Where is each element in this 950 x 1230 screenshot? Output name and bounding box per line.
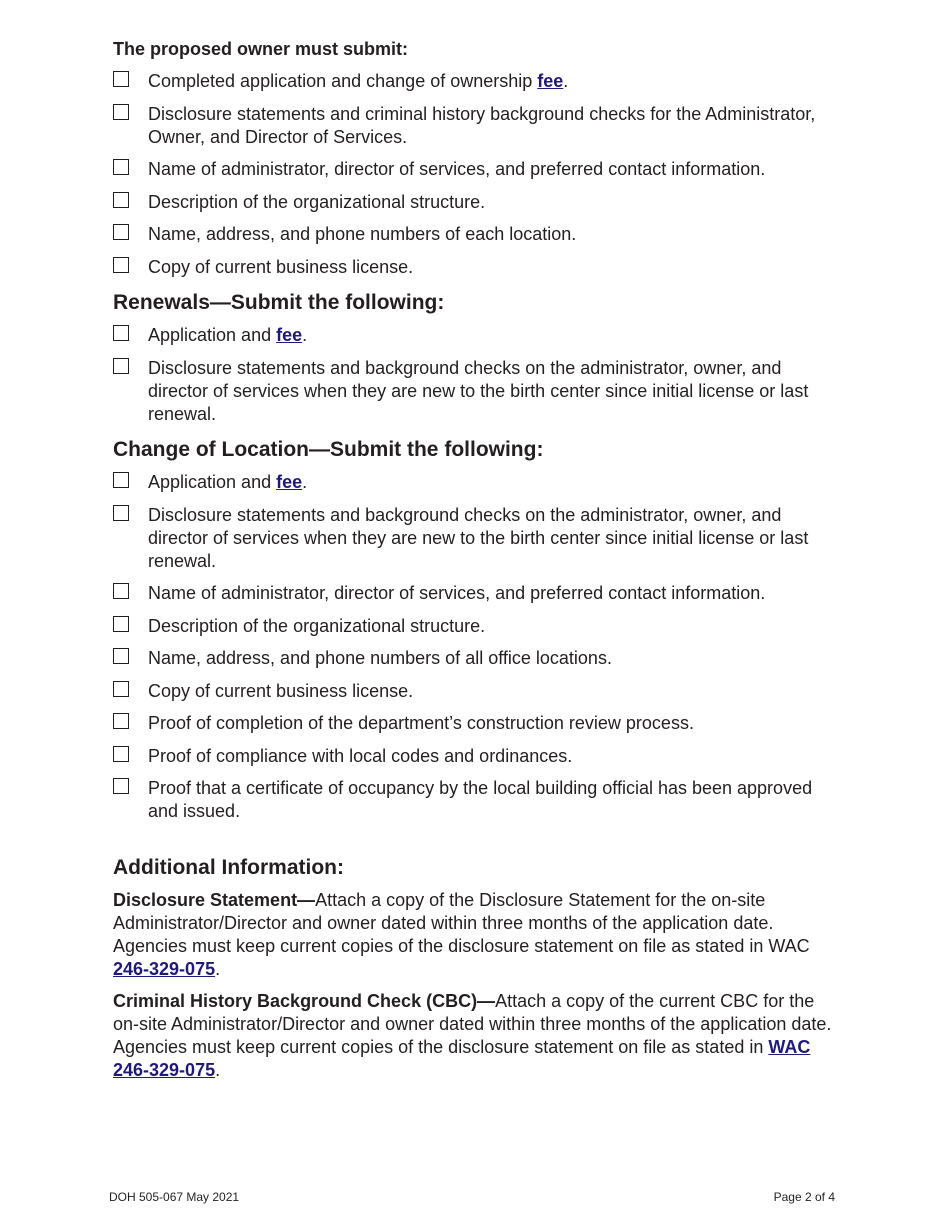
checklist-item-label: Name, address, and phone numbers of all office locations.: [148, 648, 612, 668]
checklist-item: [113, 256, 843, 279]
checklist-item-text: [148, 158, 843, 181]
footer-document-id: DOH 505-067 May 2021: [109, 1190, 240, 1204]
change-of-location-heading: Change of Location—Submit the following:: [113, 438, 544, 461]
checklist-item: [113, 70, 843, 93]
fee-link[interactable]: fee: [276, 325, 303, 345]
checklist-item-label: Copy of current business license.: [148, 680, 414, 701]
checklist-item-label: Name of administrator, director of services, and preferred contact information.: [148, 583, 766, 603]
owner-section-heading: The proposed owner must submit:: [113, 39, 409, 59]
checklist-item-text: [148, 680, 843, 703]
period: .: [302, 472, 308, 492]
period: .: [563, 71, 569, 91]
checklist-item: [113, 471, 843, 494]
checklist-item-label: Completed application and change of ownership: [148, 71, 538, 91]
cbc-paragraph: [113, 990, 843, 1082]
checklist-item: [113, 103, 843, 149]
period: .: [215, 1060, 221, 1080]
checklist-item: [113, 357, 843, 426]
checkbox[interactable]: [113, 358, 129, 374]
checklist-item-text: [148, 103, 843, 149]
checklist-item-text: [148, 745, 843, 768]
disclosure-statement-label: Disclosure Statement—: [113, 890, 316, 910]
checklist-item-label: Disclosure statements and criminal history background checks for the Administrator, Owner, and Director of Services.: [148, 103, 816, 147]
cbc-text: Attach a copy of the current CBC for the on-site Administrator/Director and owner dated within three months of the application date. Agencies must keep current copies of the disclosure statement on file as stated in: [113, 991, 832, 1057]
checklist-item-label: Name of administrator, director of services, and preferred contact information.: [148, 159, 766, 179]
owner-checklist: [113, 70, 843, 279]
checklist-item-text: [148, 70, 843, 93]
checklist-item-label: Proof of compliance with local codes and ordinances.: [148, 745, 573, 766]
checklist-item-text: [148, 324, 843, 347]
fee-link[interactable]: fee: [276, 472, 303, 492]
checklist-item-text: [148, 357, 843, 426]
checklist-item-label: Application and: [148, 325, 277, 345]
checklist-item: [113, 680, 843, 703]
change-of-location-checklist: [113, 471, 843, 823]
checklist-item: [113, 324, 843, 347]
disclosure-statement-text: Attach a copy of the Disclosure Statement for the on-site Administrator/Director and owner dated within three months of the application date. Agencies must keep current copies of the disclosure statement on file as stated in WAC: [113, 890, 810, 956]
checklist-item-text: [148, 712, 843, 735]
checklist-item-label: Copy of current business license.: [148, 256, 414, 277]
wac-246-329-075-link[interactable]: WAC 246-329-075: [113, 1037, 811, 1080]
checklist-item: [113, 582, 843, 605]
checklist-item: [113, 745, 843, 768]
checklist-item-text: [148, 582, 843, 605]
checkbox[interactable]: [113, 325, 129, 341]
cbc-label: Criminal History Background Check (CBC)—: [113, 991, 496, 1011]
renewals-section-heading: Renewals—Submit the following:: [113, 291, 445, 314]
checklist-item-label: Proof that a certificate of occupancy by the local building official has been approved and issued.: [148, 778, 813, 821]
wac-246-329-075-link[interactable]: 246-329-075: [113, 959, 216, 979]
checklist-item-text: [148, 223, 843, 246]
fee-link[interactable]: fee: [537, 71, 564, 91]
checklist-item-text: [148, 777, 843, 823]
checkbox[interactable]: [113, 713, 129, 729]
checkbox[interactable]: [113, 616, 129, 632]
checkbox[interactable]: [113, 472, 129, 488]
checkbox[interactable]: [113, 71, 129, 87]
checkbox[interactable]: [113, 104, 129, 120]
checklist-item: [113, 647, 843, 670]
checklist-item-text: [148, 256, 843, 279]
checklist-item-label: Disclosure statements and background checks on the administrator, owner, and director of services when they are new to the birth center since initial license or last renewal.: [148, 357, 809, 424]
checkbox[interactable]: [113, 681, 129, 697]
checkbox[interactable]: [113, 648, 129, 664]
checkbox[interactable]: [113, 224, 129, 240]
checklist-item-label: Proof of completion of the department’s construction review process.: [148, 713, 694, 733]
period: .: [302, 325, 308, 345]
checkbox[interactable]: [113, 746, 129, 762]
footer-page-number: Page 2 of 4: [773, 1190, 835, 1204]
checklist-item-text: [148, 504, 843, 573]
additional-information: [113, 853, 843, 1082]
checkbox[interactable]: [113, 159, 129, 175]
period: .: [215, 959, 221, 979]
checkbox[interactable]: [113, 505, 129, 521]
checklist-item: [113, 158, 843, 181]
checklist-item: [113, 223, 843, 246]
checklist-item-label: Description of the organizational structure.: [148, 615, 486, 636]
checklist-item-label: Disclosure statements and background checks on the administrator, owner, and director of services when they are new to the birth center since initial license or last renewal.: [148, 504, 809, 571]
additional-information-heading: Additional Information:: [113, 856, 344, 879]
checklist-item-text: [148, 647, 843, 670]
renewals-checklist: [113, 324, 843, 426]
checklist-item-text: [148, 191, 843, 214]
checklist-item: [113, 191, 843, 214]
checklist-item: [113, 615, 843, 638]
disclosure-statement-paragraph: [113, 889, 843, 981]
checkbox[interactable]: [113, 257, 129, 273]
checklist-item-label: Description of the organizational structure.: [148, 191, 486, 212]
checkbox[interactable]: [113, 192, 129, 208]
checklist-item-label: Application and: [148, 472, 277, 492]
checklist-item: [113, 712, 843, 735]
checklist-item: [113, 777, 843, 823]
checklist-item-text: [148, 615, 843, 638]
checkbox[interactable]: [113, 778, 129, 794]
checklist-item: [113, 504, 843, 573]
checklist-item-text: [148, 471, 843, 494]
checkbox[interactable]: [113, 583, 129, 599]
page-content: [113, 36, 843, 1091]
checklist-item-label: Name, address, and phone numbers of each location.: [148, 224, 577, 244]
